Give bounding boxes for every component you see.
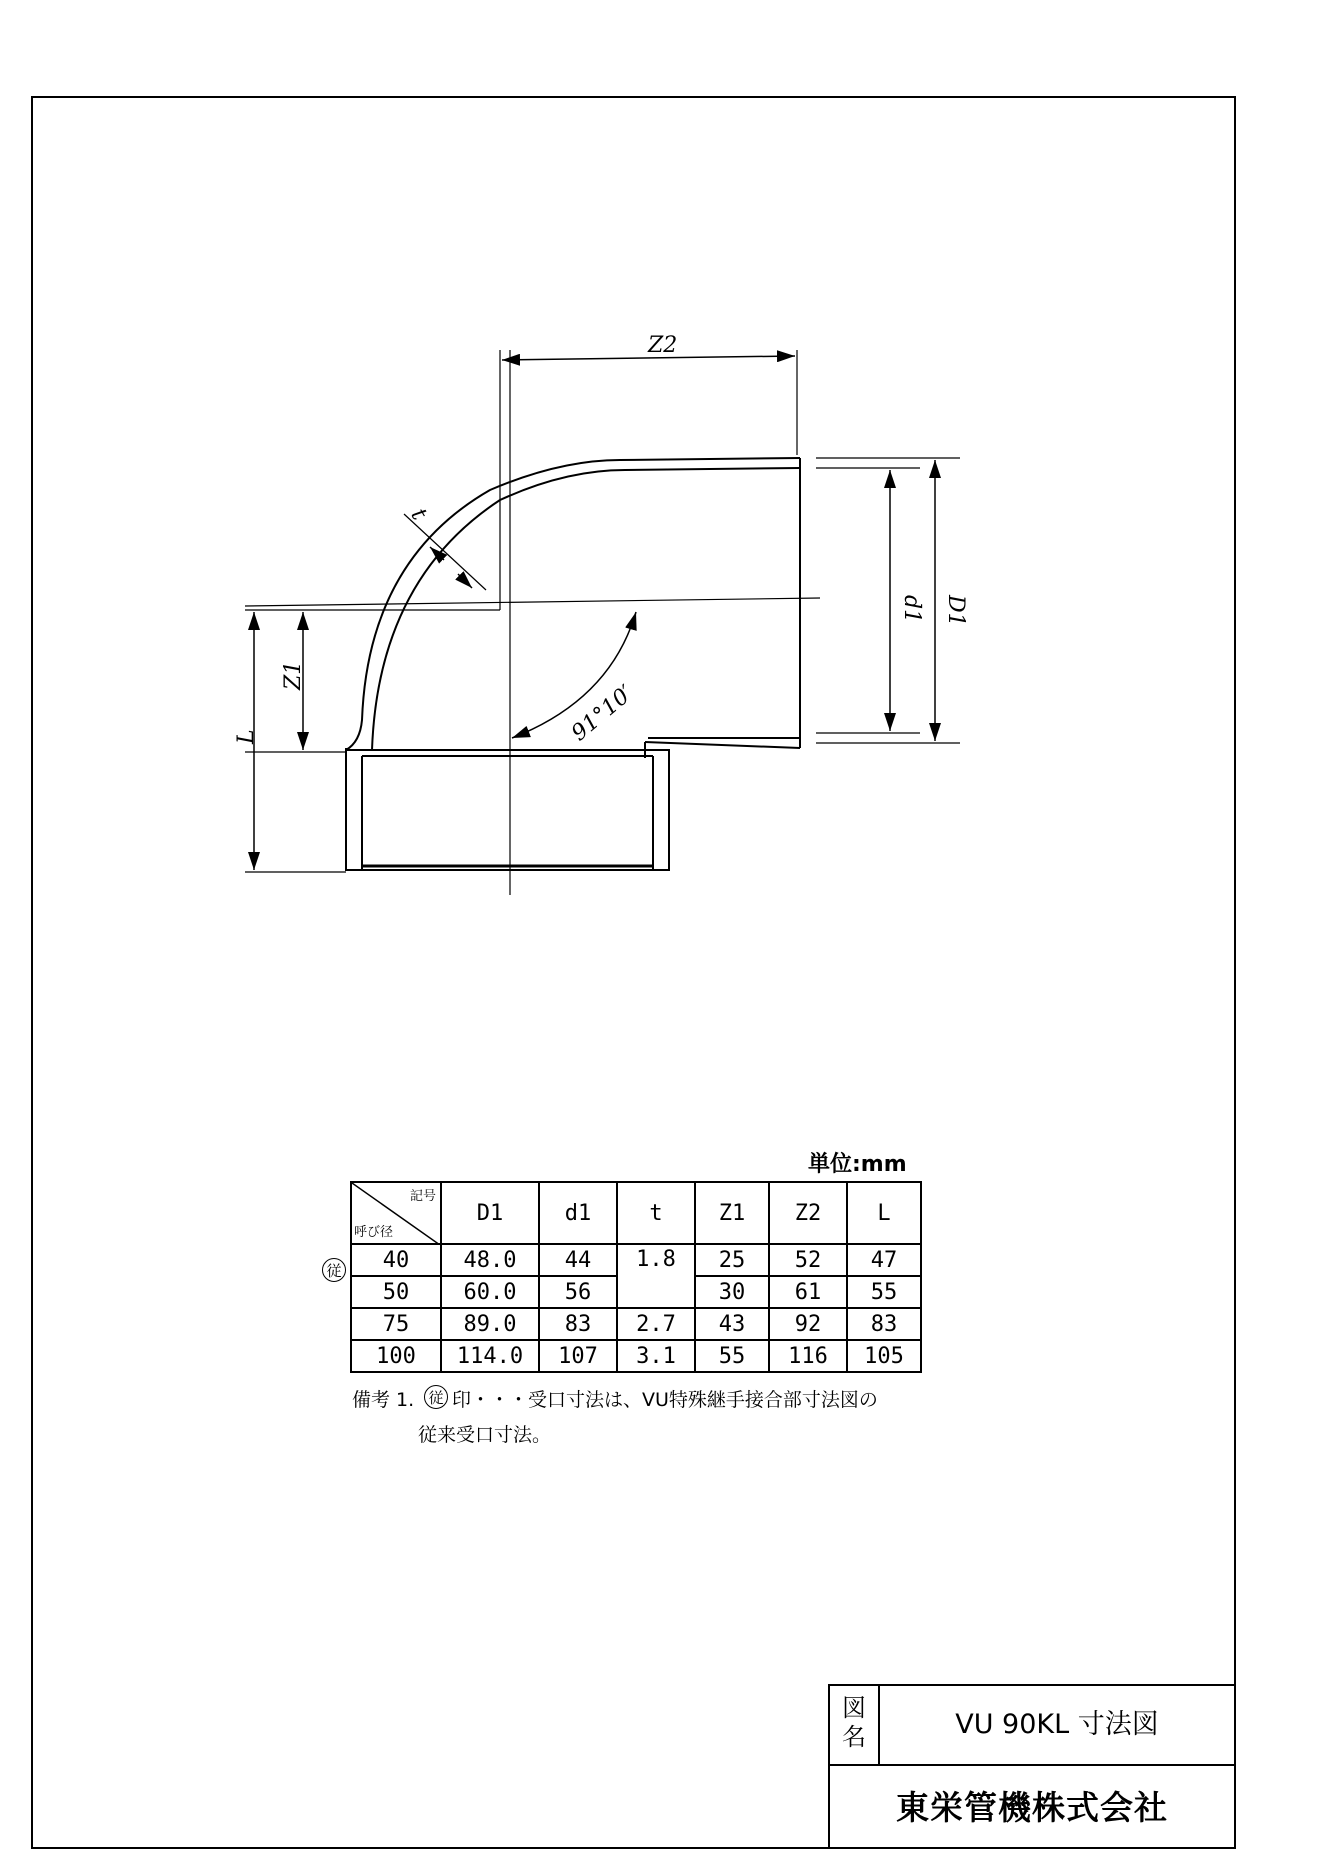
table-row [351,1244,921,1276]
z2-cell: 92 [769,1308,847,1340]
table-header-row [351,1182,921,1244]
size-cell: 100 [351,1340,441,1372]
header-corner-top: 記号 [409,1189,436,1204]
l-cell: 83 [847,1308,921,1340]
conventional-mark: 従 [322,1258,346,1282]
spigot-bottom [645,742,800,748]
drawing-name-label-line-2: 名 [842,1723,866,1751]
z2-label: Z2 [648,333,678,358]
z1-cell: 25 [695,1244,769,1276]
d1-outer-cell: 89.0 [441,1308,539,1340]
size-cell: 40 [351,1244,441,1276]
t-label: t [405,504,432,525]
z1-cell: 43 [695,1308,769,1340]
d1-inner-cell: 107 [539,1340,617,1372]
angle-arc [512,612,636,738]
note-line-1: 印・・・受口寸法は、VU特殊継手接合部寸法図の [452,1389,878,1411]
t-cell: 3.1 [617,1340,695,1372]
z2-cell: 52 [769,1244,847,1276]
drawing-name-label [830,1686,880,1764]
title-block [828,1684,1236,1849]
D1-label: D1 [943,595,968,627]
d1-inner-cell: 44 [539,1244,617,1276]
note-prefix: 備考 1. [352,1389,415,1411]
header-corner-bottom: 呼び径 [354,1225,394,1240]
note-line-2: 従来受口寸法。 [418,1424,552,1446]
centerline-horizontal [245,598,820,606]
l-label: L [234,729,259,744]
d1-outer-cell: 60.0 [441,1276,539,1308]
socket-body [346,750,669,870]
l-cell: 105 [847,1340,921,1372]
header-corner [351,1182,441,1244]
d1-outer-cell: 48.0 [441,1244,539,1276]
company-name: 東栄管機株式会社 [896,1788,1168,1827]
t-cell: 1.8 [617,1244,695,1308]
drawing-title: VU 90KL 寸法図 [955,1709,1159,1740]
col-header: D1 [441,1182,539,1244]
l-cell: 55 [847,1276,921,1308]
table-row [351,1340,921,1372]
elbow-inner-wall [372,468,800,750]
z2-cell: 61 [769,1276,847,1308]
col-header: d1 [539,1182,617,1244]
col-header: Z2 [769,1182,847,1244]
d1-label: d1 [899,595,924,624]
col-header: Z1 [695,1182,769,1244]
table-row [351,1308,921,1340]
unit-label: 単位:mm [808,1152,907,1177]
angle-label: 91°10′ [567,680,639,747]
d1-outer-cell: 114.0 [441,1340,539,1372]
spec-table [350,1181,922,1373]
col-header: L [847,1182,921,1244]
z1-cell: 30 [695,1276,769,1308]
d1-inner-cell: 83 [539,1308,617,1340]
drawing-name-label-line-1: 図 [842,1694,866,1722]
t-cell: 2.7 [617,1308,695,1340]
col-header: t [617,1182,695,1244]
note-mark: 従 [424,1385,448,1409]
d1-inner-cell: 56 [539,1276,617,1308]
z2-cell: 116 [769,1340,847,1372]
z1-cell: 55 [695,1340,769,1372]
size-cell: 50 [351,1276,441,1308]
z1-label: Z1 [281,660,306,690]
l-cell: 47 [847,1244,921,1276]
size-cell: 75 [351,1308,441,1340]
